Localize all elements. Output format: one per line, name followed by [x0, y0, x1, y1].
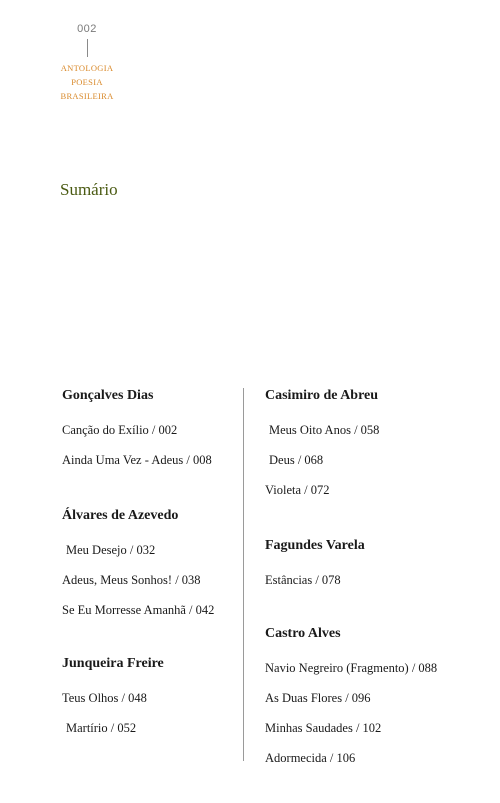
poem-list [265, 565, 365, 595]
poem-entry: Martírio / 052 [66, 721, 137, 735]
author-name: Castro Alves [265, 626, 341, 641]
poem-entry: Se Eu Morresse Amanhã / 042 [62, 603, 215, 617]
column-divider [243, 388, 244, 761]
author-name: Gonçalves Dias [62, 388, 154, 403]
poem-list [62, 683, 164, 743]
poem-list [265, 653, 437, 773]
toc-section [265, 624, 437, 773]
brand-line-brasileira: BRASILEIRA [60, 91, 114, 101]
poem-entry: Estâncias / 078 [265, 573, 341, 587]
poem-list [62, 535, 214, 625]
page-header [56, 22, 118, 103]
toc-section [265, 536, 365, 595]
toc-section [62, 654, 164, 743]
brand-line-antologia: ANTOLOGIA [60, 63, 114, 73]
poem-entry: Canção do Exílio / 002 [62, 423, 178, 437]
author-name: Junqueira Freire [62, 656, 164, 671]
page-title: Sumário [60, 180, 118, 199]
toc-section [265, 386, 379, 505]
poem-entry: Minhas Saudades / 102 [265, 721, 382, 735]
author-name: Fagundes Varela [265, 538, 365, 553]
poem-entry: Violeta / 072 [265, 483, 330, 497]
poem-list [265, 415, 379, 505]
page-number: 002 [77, 23, 97, 35]
poem-entry: Navio Negreiro (Fragmento) / 088 [265, 661, 438, 675]
header-rule [87, 39, 88, 57]
toc-section [62, 506, 214, 625]
poem-entry: Adeus, Meus Sonhos! / 038 [62, 573, 201, 587]
poem-entry: Deus / 068 [269, 453, 324, 467]
poem-entry: Adormecida / 106 [265, 751, 356, 765]
brand-line-poesia: POESIA [71, 77, 103, 87]
poem-list [62, 415, 212, 475]
poem-entry: Ainda Uma Vez - Adeus / 008 [62, 453, 212, 467]
author-name: Álvares de Azevedo [62, 508, 179, 523]
author-name: Casimiro de Abreu [265, 388, 379, 403]
poem-entry: Teus Olhos / 048 [62, 691, 147, 705]
toc-section [62, 386, 212, 475]
poem-entry: Meu Desejo / 032 [66, 543, 156, 557]
poem-entry: Meus Oito Anos / 058 [269, 423, 380, 437]
poem-entry: As Duas Flores / 096 [265, 691, 371, 705]
